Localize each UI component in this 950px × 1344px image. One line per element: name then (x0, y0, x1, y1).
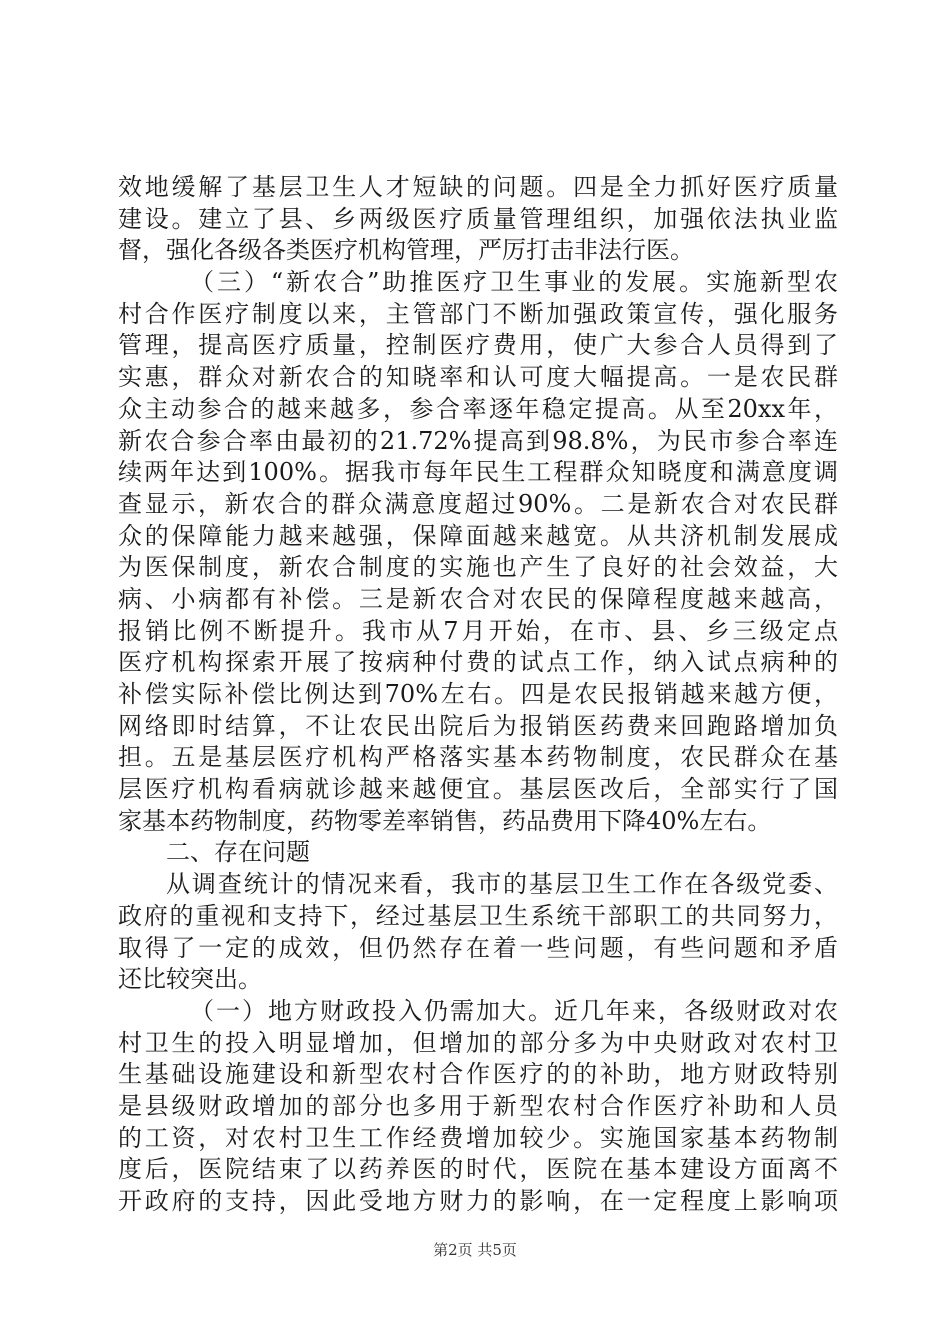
text-line: 村卫生的投入明显增加，但增加的部分多为中央财政对农村卫 (118, 1028, 838, 1057)
document-body (118, 172, 838, 1218)
text-line: 医疗机构探索开展了按病种付费的试点工作，纳入试点病种的 (118, 648, 838, 677)
text-line: 还比较突出。 (118, 965, 262, 994)
text-line: 的工资，对农村卫生工作经费增加较少。实施国家基本药物制 (118, 1123, 838, 1152)
text-line: 建设。建立了县、乡两级医疗质量管理组织，加强依法执业监 (118, 204, 838, 233)
text-line: 补偿实际补偿比例达到70%左右。四是农民报销越来越方便， (118, 680, 838, 708)
text-line: 从调查统计的情况来看，我市的基层卫生工作在各级党委、 (166, 870, 838, 899)
text-line: 实惠，群众对新农合的知晓率和认可度大幅提高。一是农民群 (118, 363, 838, 392)
text-line: 家基本药物制度，药物零差率销售，药品费用下降40%左右。 (118, 806, 772, 835)
text-line: 取得了一定的成效，但仍然存在着一些问题，有些问题和矛盾 (118, 933, 838, 962)
text-line: （三）“新农合”助推医疗卫生事业的发展。实施新型农 (190, 268, 838, 297)
text-line: 生基础设施建设和新型农村合作医疗的的补助，地方财政特别 (118, 1060, 838, 1089)
text-line: 众的保障能力越来越强，保障面越来越宽。从共济机制发展成 (118, 521, 838, 550)
text-line: 为医保制度，新农合制度的实施也产生了良好的社会效益，大 (118, 553, 838, 582)
text-line: 开政府的支持，因此受地方财力的影响，在一定程度上影响项 (118, 1187, 838, 1215)
text-line: 担。五是基层医疗机构严格落实基本药物制度，农民群众在基 (118, 743, 838, 772)
text-line: 查显示，新农合的群众满意度超过90%。二是新农合对农民群 (118, 489, 838, 518)
text-line: 度后，医院结束了以药养医的时代，医院在基本建设方面离不 (118, 1155, 838, 1184)
text-line: 管理，提高医疗质量，控制医疗费用，使广大参合人员得到了 (118, 331, 838, 360)
text-line: 病、小病都有补偿。三是新农合对农民的保障程度越来越高， (118, 584, 838, 613)
text-line: 新农合参合率由最初的21.72%提高到98.8%，为民市参合率连 (118, 426, 838, 455)
text-line: 督，强化各级各类医疗机构管理，严厉打击非法行医。 (118, 236, 694, 265)
text-line: 网络即时结算，不让农民出院后为报销医药费来回跑路增加负 (118, 711, 838, 740)
text-line: 政府的重视和支持下，经过基层卫生系统干部职工的共同努力， (118, 901, 838, 930)
text-line: 续两年达到100%。据我市每年民生工程群众知晓度和满意度调 (118, 458, 838, 487)
text-line: （一）地方财政投入仍需加大。近几年来，各级财政对农 (190, 996, 838, 1025)
text-line: 众主动参合的越来越多，参合率逐年稳定提高。从至20xx年， (118, 394, 838, 423)
text-line: 二、存在问题 (166, 838, 310, 867)
text-line: 效地缓解了基层卫生人才短缺的问题。四是全力抓好医疗质量 (118, 173, 838, 201)
text-line: 村合作医疗制度以来，主管部门不断加强政策宣传，强化服务 (118, 299, 838, 328)
text-line: 层医疗机构看病就诊越来越便宜。基层医改后，全部实行了国 (118, 775, 838, 804)
page-footer: 第2页 共5页 (433, 1241, 517, 1259)
text-line: 报销比例不断提升。我市从7月开始，在市、县、乡三级定点 (118, 616, 838, 645)
text-line: 是县级财政增加的部分也多用于新型农村合作医疗补助和人员 (118, 1091, 838, 1120)
